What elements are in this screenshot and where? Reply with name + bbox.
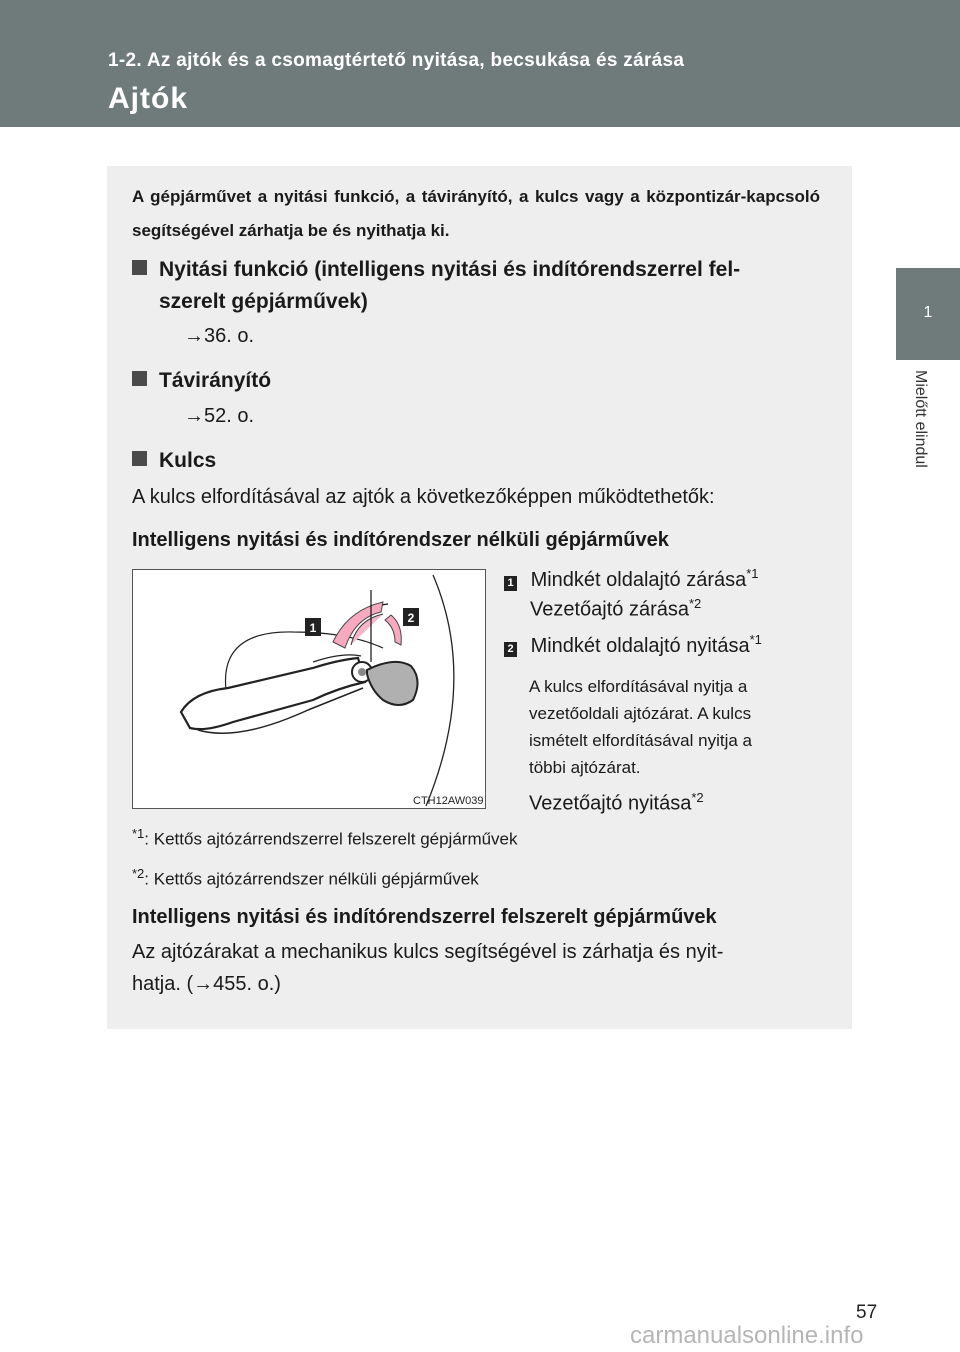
note-line-3: ismételt elfordításával nyitja a (529, 731, 752, 750)
section-heading-1 (132, 258, 740, 282)
bullet-square-icon (132, 371, 147, 386)
door-handle-key-figure (132, 569, 486, 809)
footnote-ref-2: *2 (689, 596, 702, 611)
section-2-ref[interactable]: →52. o. (184, 405, 255, 427)
footnote-ref-1: *1 (746, 566, 759, 581)
footnote-2-text: : Kettős ajtózárrendszer nélküli gépjárművek (144, 869, 479, 889)
section-2-title: Távirányító (159, 369, 272, 392)
note-line-4: többi ajtózárat. (529, 758, 641, 777)
section-1-title-line2: szerelt gépjárművek) (159, 290, 368, 313)
legend-item-1-text: Mindkét oldalajtó zárása (530, 568, 747, 591)
section-heading-3 (132, 449, 216, 473)
figure-badge-1: 1 (309, 621, 317, 635)
final-text-line2: hatja. (→455. o.) (132, 973, 281, 995)
footnote-2 (132, 866, 479, 890)
page-title: Ajtók (108, 82, 188, 115)
note-line-1: A kulcs elfordításával nyitja a (529, 677, 748, 696)
watermark: carmanualsonline.info (630, 1322, 864, 1349)
legend-item-1-line1 (504, 566, 759, 592)
footnote-1-text: : Kettős ajtózárrendszerrel felszerelt gépjárművek (144, 829, 518, 849)
chapter-tab[interactable] (896, 268, 960, 360)
chapter-number: 1 (923, 304, 933, 321)
legend-badge-2: 2 (504, 642, 517, 657)
legend-item-2-note (529, 673, 821, 781)
bullet-square-icon (132, 451, 147, 466)
legend-item-2-line1 (504, 632, 762, 658)
footnote-ref-2b: *2 (691, 790, 704, 805)
figure-code: CTH12AW039 (413, 795, 484, 807)
legend-item-2-text2: Vezetőajtó nyitása (529, 792, 692, 815)
section-1-title-line1: Nyitási funkció (intelligens nyitási és indítórendszerrel fel- (159, 258, 741, 281)
subheading-without-smart-key: Intelligens nyitási és indítórendszer nélküli gépjárművek (132, 529, 669, 551)
legend-item-1-line2 (530, 596, 701, 622)
page-number: 57 (856, 1302, 878, 1323)
section-heading: 1-2. Az ajtók és a csomagtértető nyitása, becsukása és zárása (108, 50, 685, 71)
legend-item-1-text2: Vezetőajtó zárása (530, 598, 689, 621)
footnote-ref-1b: *1 (749, 632, 762, 647)
footnote-1-mark: *1 (132, 826, 145, 841)
note-line-2: vezetőoldali ajtózárat. A kulcs (529, 704, 752, 723)
footnote-2-mark: *2 (132, 866, 145, 881)
page-header (0, 0, 960, 127)
section-3-text: A kulcs elfordításával az ajtók a következőképpen működtethetők: (132, 486, 715, 508)
section-heading-2 (132, 369, 271, 393)
legend-item-2-text: Mindkét oldalajtó nyitása (530, 634, 750, 657)
chapter-label: Mielőtt elindul (912, 370, 929, 468)
subheading-with-smart-key: Intelligens nyitási és indítórendszerrel felszerelt gépjárművek (132, 906, 717, 928)
intro-text: A gépjárművet a nyitási funkció, a távirányító, a kulcs vagy a központizár-kapcsoló segítségével zárhatja be és nyithatja ki. (132, 187, 820, 240)
bullet-square-icon (132, 260, 147, 275)
door-handle-illustration (133, 570, 485, 808)
legend-badge-1: 1 (504, 576, 517, 591)
section-3-title: Kulcs (159, 449, 217, 472)
final-text-line1: Az ajtózárakat a mechanikus kulcs segítségével is zárhatja és nyit- (132, 941, 724, 963)
figure-badge-2: 2 (407, 611, 415, 625)
section-1-ref[interactable]: →36. o. (184, 325, 255, 347)
footnote-1 (132, 826, 518, 850)
legend-item-2-line2 (529, 790, 704, 816)
